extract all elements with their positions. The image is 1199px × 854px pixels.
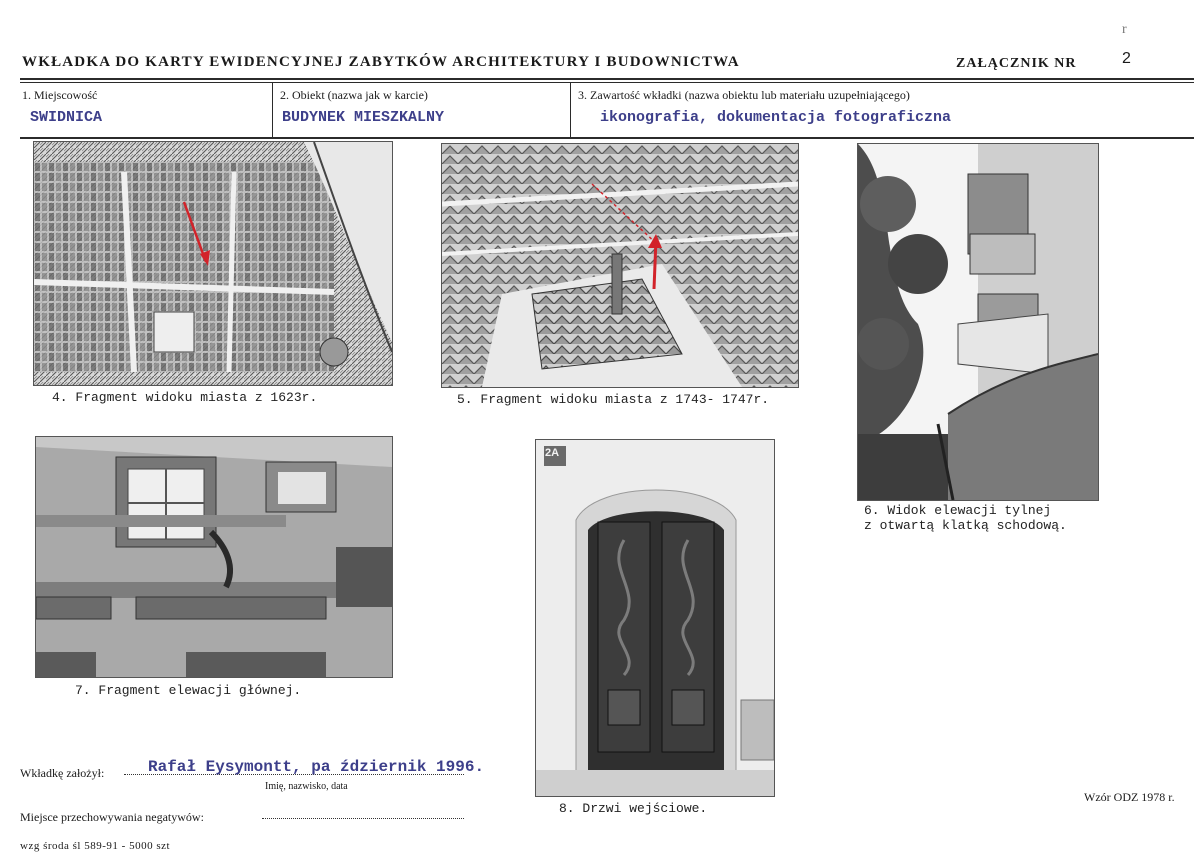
photo-5-caption: 5. Fragment widoku miasta z 1743- 1747r. <box>457 392 770 407</box>
photo-6-caption-line1: 6. Widok elewacji tylnej <box>864 503 1052 518</box>
annex-number: 2 <box>1122 50 1131 67</box>
engraving-city-perspective-icon <box>442 144 798 387</box>
fields-rule-bottom <box>20 137 1194 139</box>
photo-4-caption: 4. Fragment widoku miasta z 1623r. <box>52 390 318 405</box>
house-number-plate: 2A <box>545 447 560 459</box>
photo-main-elevation <box>35 436 393 678</box>
founded-sublabel: Imię, nazwisko, data <box>265 781 348 792</box>
field-divider-1 <box>272 82 273 138</box>
storage-label: Miejsce przechowywania negatywów: <box>20 810 204 824</box>
photo-7-caption: 7. Fragment elewacji głównej. <box>75 683 302 698</box>
content-label: 3. Zawartość wkładki (nazwa obiektu lub materiału uzupełniającego) <box>578 88 910 102</box>
document-title: WKŁADKA DO KARTY EWIDENCYJNEJ ZABYTKÓW ARCHITEKTURY I BUDOWNICTWA <box>22 54 740 70</box>
field-divider-2 <box>570 82 571 138</box>
form-note: Wzór ODZ 1978 r. <box>1084 790 1175 804</box>
photo-entrance-door <box>535 439 775 797</box>
photo-8-caption: 8. Drzwi wejściowe. <box>559 801 708 816</box>
annex-label: ZAŁĄCZNIK NR <box>956 56 1077 71</box>
content-value: ikonografia, dokumentacja fotograficzna <box>600 109 952 126</box>
photo-city-view-1743 <box>441 143 799 388</box>
engraving-city-map-icon <box>34 142 392 385</box>
object-label: 2. Obiekt (nazwa jak w karcie) <box>280 88 428 102</box>
print-note: wzg środa śl 589-91 - 5000 szt <box>20 840 171 852</box>
header-rule-bottom <box>20 82 1194 83</box>
entrance-door-icon <box>536 440 774 796</box>
facade-windows-icon <box>36 437 392 677</box>
photo-6-caption-line2: z otwartą klatką schodową. <box>864 518 1067 533</box>
photo-city-view-1623 <box>33 141 393 386</box>
storage-dotted-line <box>262 818 464 819</box>
rear-facade-staircase-icon <box>858 144 1098 500</box>
object-value: BUDYNEK MIESZKALNY <box>282 109 445 126</box>
founded-value: Rafał Eysymontt, pa ździernik 1996. <box>148 758 485 776</box>
photo-rear-elevation <box>857 143 1099 501</box>
locality-value: SWIDNICA <box>30 109 103 126</box>
header-rule-top <box>20 78 1194 80</box>
annex-mark: r <box>1122 22 1127 37</box>
locality-label: 1. Miejscowość <box>22 88 98 102</box>
founded-label: Wkładkę założył: <box>20 766 105 780</box>
